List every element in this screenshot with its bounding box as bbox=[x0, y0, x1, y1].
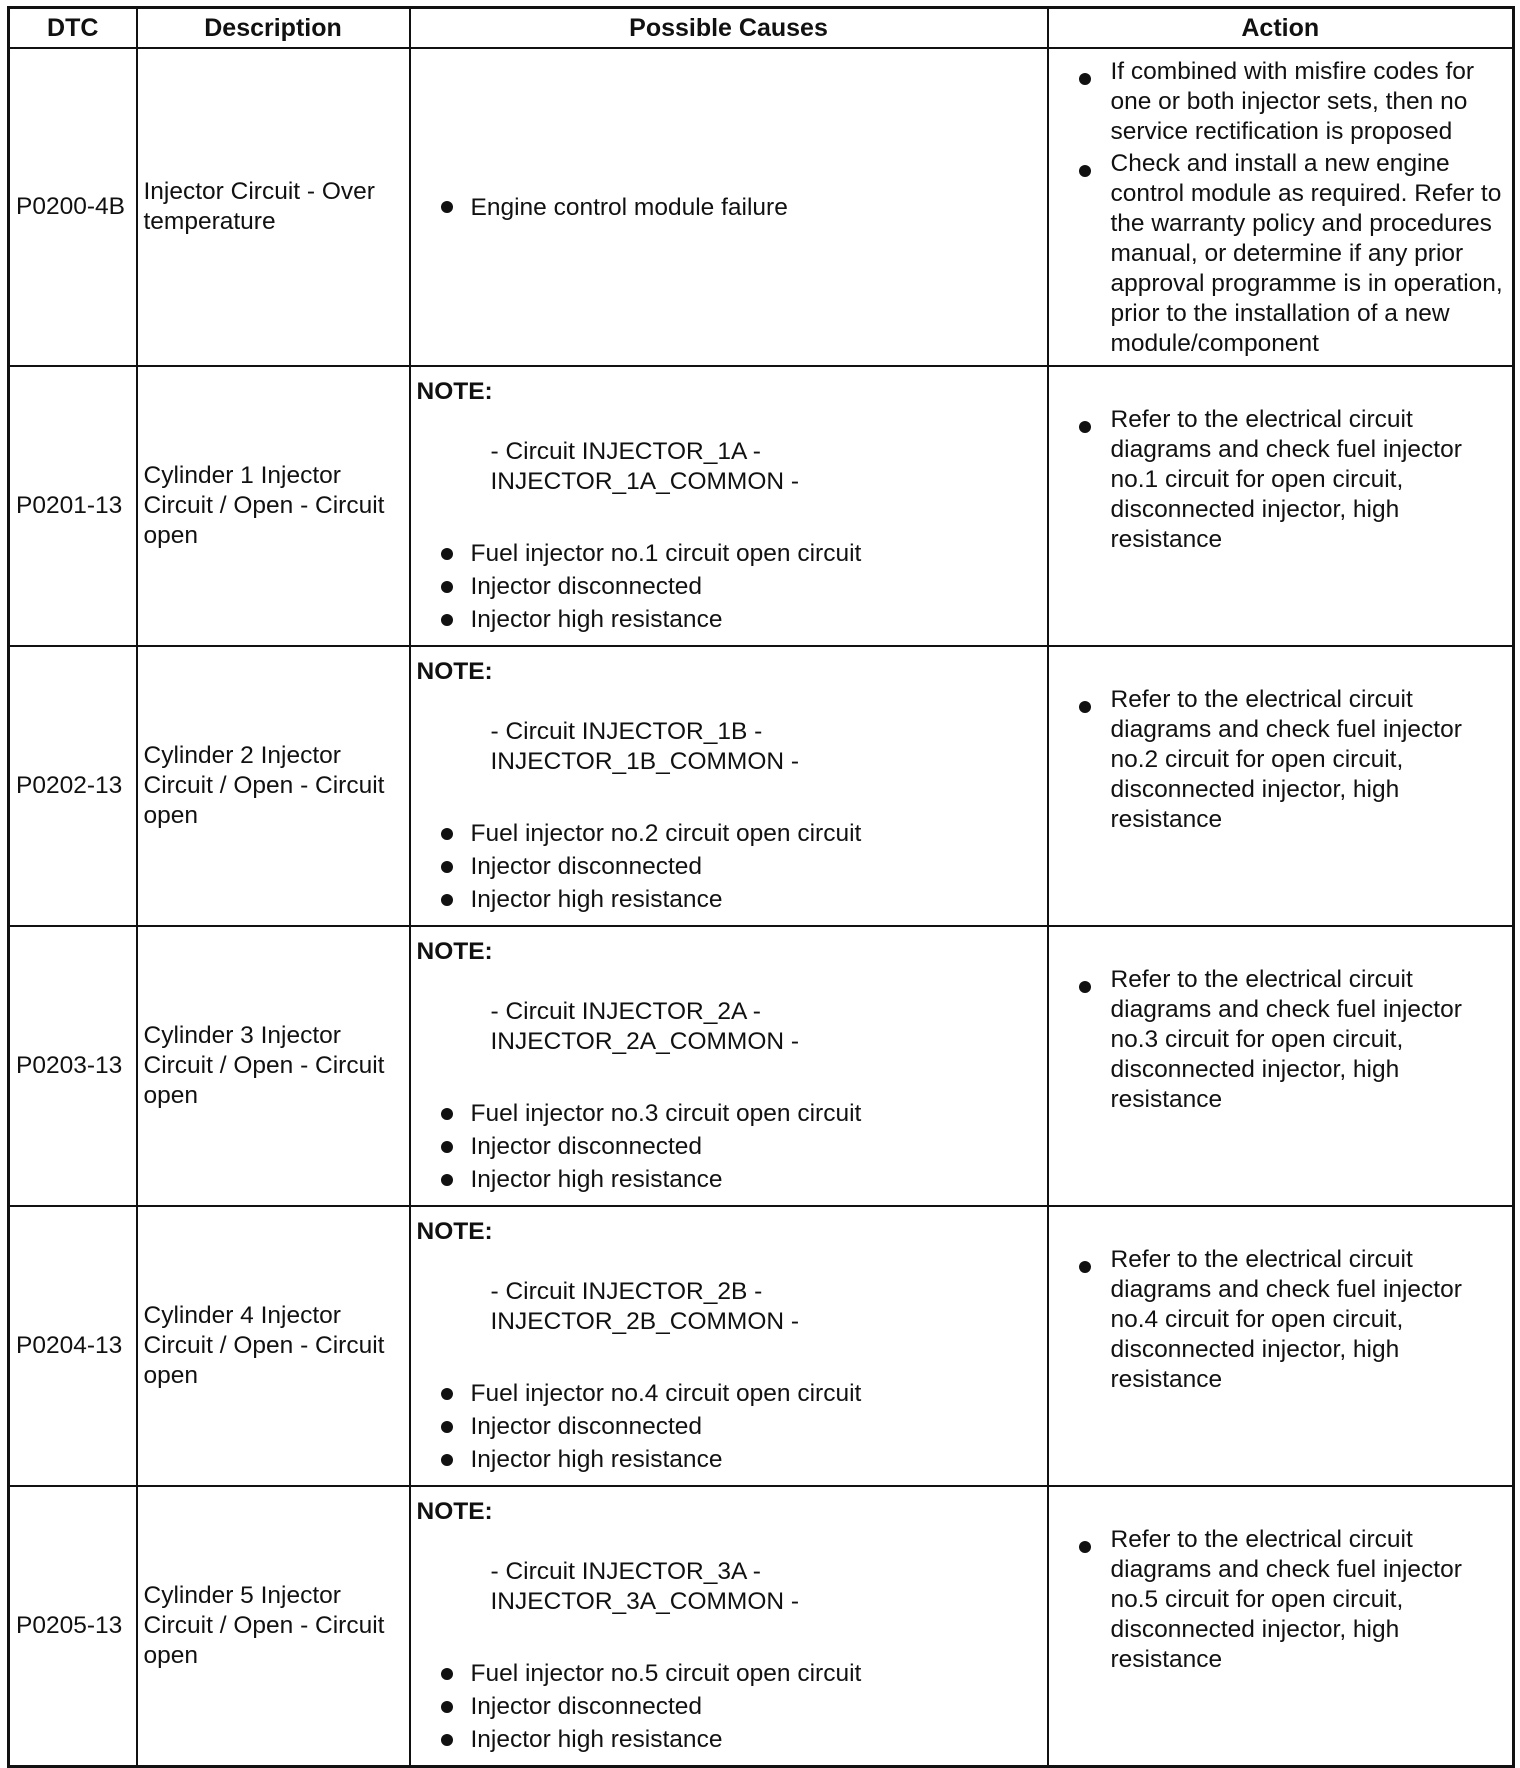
cause-item: Fuel injector no.5 circuit open circuit bbox=[417, 1657, 1041, 1690]
bullet-icon bbox=[441, 1668, 453, 1680]
action-item: If combined with misfire codes for one or both injector sets, then no service rectification is proposed bbox=[1055, 57, 1507, 147]
action-cell bbox=[1048, 646, 1514, 926]
bullet-icon bbox=[441, 201, 453, 213]
bullet-icon bbox=[441, 614, 453, 626]
bullet-icon bbox=[441, 1108, 453, 1120]
cause-item: Engine control module failure bbox=[417, 191, 1041, 224]
header-description: Description bbox=[137, 8, 410, 49]
circuit-note bbox=[491, 717, 1041, 777]
cause-item: Injector disconnected bbox=[417, 1130, 1041, 1163]
bullet-icon bbox=[441, 861, 453, 873]
circuit-line: INJECTOR_1A_COMMON - bbox=[490, 468, 800, 495]
circuit-line: - Circuit INJECTOR_1A - bbox=[490, 438, 761, 465]
dtc-description: Injector Circuit - Over temperature bbox=[137, 48, 410, 366]
bullet-icon bbox=[441, 828, 453, 840]
dtc-description: Cylinder 3 Injector Circuit / Open - Circuit open bbox=[137, 926, 410, 1206]
dtc-code: P0205-13 bbox=[9, 1486, 137, 1766]
bullet-icon bbox=[1079, 1261, 1091, 1273]
bullet-icon bbox=[441, 548, 453, 560]
action-item: Refer to the electrical circuit diagrams and check fuel injector no.4 circuit for open circuit, disconnected injector, high resistance bbox=[1055, 1245, 1507, 1395]
dtc-code: P0201-13 bbox=[9, 366, 137, 646]
possible-causes bbox=[410, 366, 1048, 646]
dtc-code: P0204-13 bbox=[9, 1206, 137, 1486]
circuit-note bbox=[491, 437, 1041, 497]
action-item: Refer to the electrical circuit diagrams and check fuel injector no.1 circuit for open circuit, disconnected injector, high resistance bbox=[1055, 405, 1507, 555]
cause-item: Injector high resistance bbox=[417, 603, 1041, 636]
note-label: NOTE: bbox=[416, 938, 493, 965]
cause-item: Injector disconnected bbox=[417, 850, 1041, 883]
circuit-line: - Circuit INJECTOR_2B - bbox=[490, 1278, 763, 1305]
cause-item: Injector disconnected bbox=[417, 1410, 1041, 1443]
possible-causes bbox=[410, 1206, 1048, 1486]
circuit-note bbox=[491, 1557, 1041, 1617]
action-item: Refer to the electrical circuit diagrams and check fuel injector no.2 circuit for open circuit, disconnected injector, high resistance bbox=[1055, 685, 1507, 835]
bullet-icon bbox=[1079, 1541, 1091, 1553]
circuit-line: INJECTOR_1B_COMMON - bbox=[490, 748, 800, 775]
bullet-icon bbox=[1079, 73, 1091, 85]
cause-item: Injector high resistance bbox=[417, 883, 1041, 916]
action-cell bbox=[1048, 1206, 1514, 1486]
table-row bbox=[9, 1486, 1514, 1766]
bullet-icon bbox=[441, 1734, 453, 1746]
circuit-line: INJECTOR_2A_COMMON - bbox=[490, 1028, 800, 1055]
dtc-description: Cylinder 4 Injector Circuit / Open - Circuit open bbox=[137, 1206, 410, 1486]
cause-item: Fuel injector no.4 circuit open circuit bbox=[417, 1377, 1041, 1410]
circuit-line: - Circuit INJECTOR_1B - bbox=[490, 718, 763, 745]
bullet-icon bbox=[441, 1421, 453, 1433]
circuit-line: INJECTOR_2B_COMMON - bbox=[490, 1308, 800, 1335]
note-label: NOTE: bbox=[416, 378, 493, 405]
table-row bbox=[9, 926, 1514, 1206]
note-label: NOTE: bbox=[416, 1498, 493, 1525]
cause-item: Injector disconnected bbox=[417, 570, 1041, 603]
bullet-icon bbox=[441, 1454, 453, 1466]
cause-item: Injector high resistance bbox=[417, 1163, 1041, 1196]
possible-causes bbox=[410, 926, 1048, 1206]
circuit-note bbox=[491, 1277, 1041, 1337]
bullet-icon bbox=[1079, 701, 1091, 713]
cause-item: Injector high resistance bbox=[417, 1723, 1041, 1756]
circuit-line: - Circuit INJECTOR_2A - bbox=[490, 998, 761, 1025]
cause-item: Injector high resistance bbox=[417, 1443, 1041, 1476]
cause-item: Fuel injector no.3 circuit open circuit bbox=[417, 1097, 1041, 1130]
circuit-line: INJECTOR_3A_COMMON - bbox=[490, 1588, 800, 1615]
action-cell bbox=[1048, 1486, 1514, 1766]
table-row bbox=[9, 646, 1514, 926]
bullet-icon bbox=[441, 1141, 453, 1153]
action-cell bbox=[1048, 926, 1514, 1206]
table-header-row bbox=[9, 8, 1514, 49]
header-action: Action bbox=[1048, 8, 1514, 49]
dtc-code: P0203-13 bbox=[9, 926, 137, 1206]
bullet-icon bbox=[1079, 981, 1091, 993]
dtc-description: Cylinder 1 Injector Circuit / Open - Circuit open bbox=[137, 366, 410, 646]
dtc-description: Cylinder 5 Injector Circuit / Open - Circuit open bbox=[137, 1486, 410, 1766]
dtc-table bbox=[7, 6, 1515, 1768]
possible-causes bbox=[410, 646, 1048, 926]
dtc-code: P0202-13 bbox=[9, 646, 137, 926]
header-dtc: DTC bbox=[9, 8, 137, 49]
bullet-icon bbox=[441, 1388, 453, 1400]
bullet-icon bbox=[441, 894, 453, 906]
cause-item: Fuel injector no.2 circuit open circuit bbox=[417, 817, 1041, 850]
bullet-icon bbox=[441, 1174, 453, 1186]
table-row bbox=[9, 1206, 1514, 1486]
action-item: Refer to the electrical circuit diagrams and check fuel injector no.5 circuit for open circuit, disconnected injector, high resistance bbox=[1055, 1525, 1507, 1675]
action-item: Check and install a new engine control module as required. Refer to the warranty policy and procedures manual, or determine if any prior approval programme is in operation, prior to the installation of a new module/component bbox=[1055, 149, 1507, 359]
bullet-icon bbox=[441, 581, 453, 593]
table-row bbox=[9, 366, 1514, 646]
bullet-icon bbox=[441, 1701, 453, 1713]
possible-causes bbox=[410, 1486, 1048, 1766]
note-label: NOTE: bbox=[416, 658, 493, 685]
action-cell bbox=[1048, 366, 1514, 646]
table-row bbox=[9, 48, 1514, 366]
circuit-note bbox=[491, 997, 1041, 1057]
header-possible-causes: Possible Causes bbox=[410, 8, 1048, 49]
bullet-icon bbox=[1079, 165, 1091, 177]
dtc-code: P0200-4B bbox=[9, 48, 137, 366]
action-item: Refer to the electrical circuit diagrams and check fuel injector no.3 circuit for open circuit, disconnected injector, high resistance bbox=[1055, 965, 1507, 1115]
possible-causes bbox=[410, 48, 1048, 366]
circuit-line: - Circuit INJECTOR_3A - bbox=[490, 1558, 761, 1585]
cause-item: Fuel injector no.1 circuit open circuit bbox=[417, 537, 1041, 570]
dtc-description: Cylinder 2 Injector Circuit / Open - Circuit open bbox=[137, 646, 410, 926]
bullet-icon bbox=[1079, 421, 1091, 433]
note-label: NOTE: bbox=[416, 1218, 493, 1245]
action-cell bbox=[1048, 48, 1514, 366]
cause-item: Injector disconnected bbox=[417, 1690, 1041, 1723]
